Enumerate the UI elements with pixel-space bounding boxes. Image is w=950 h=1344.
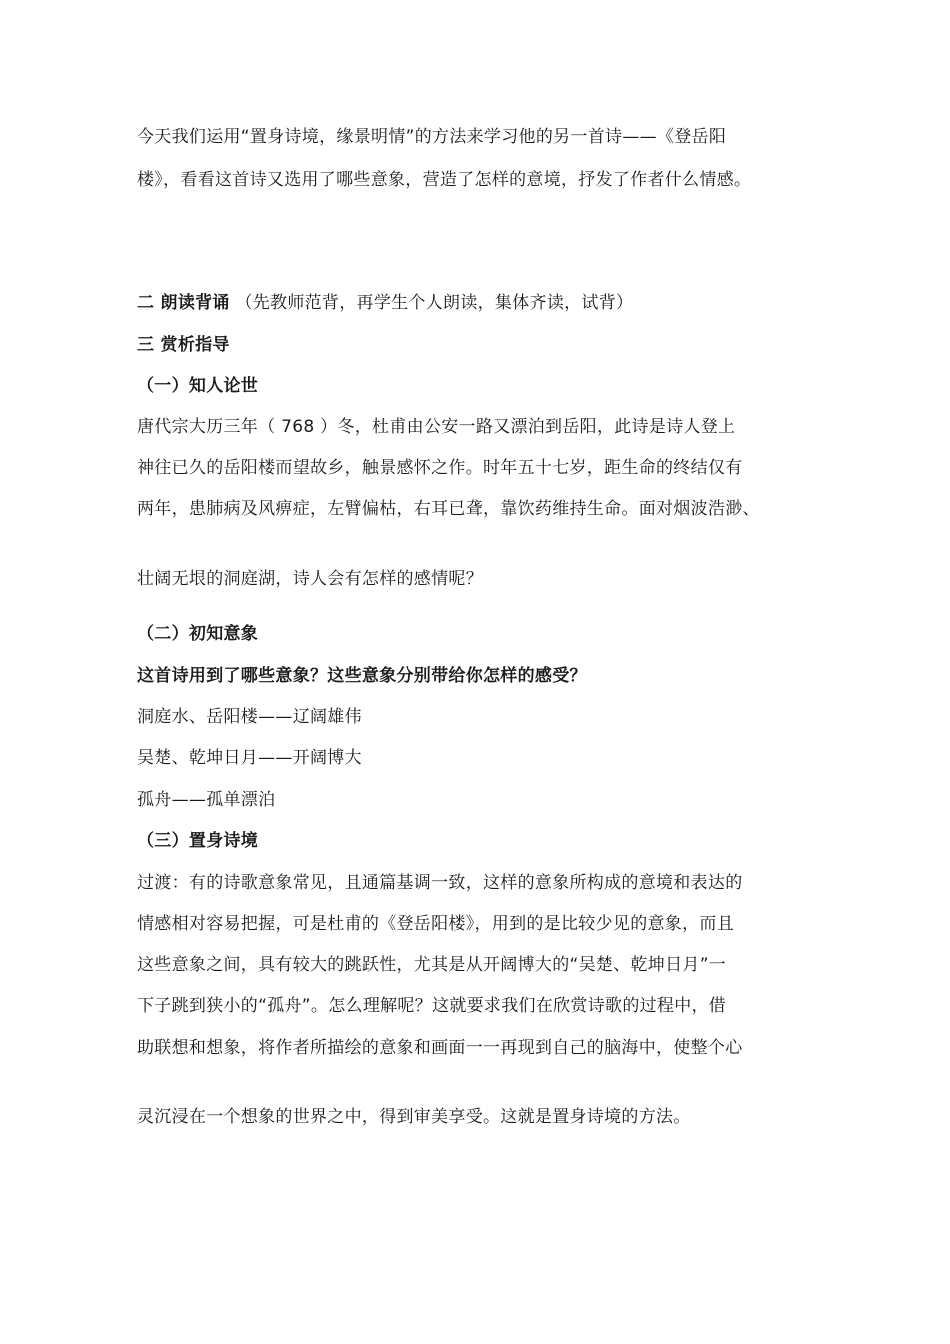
immersion-paragraph-line: 下子跳到狭小的“孤舟”。怎么理解呢？这就要求我们在欣赏诗歌的过程中，借 <box>137 996 727 1016</box>
imagery-item: 洞庭水、岳阳楼——辽阔雄伟 <box>137 707 362 727</box>
immersion-paragraph-line: 灵沉浸在一个想象的世界之中，得到审美享受。这就是置身诗境的方法。 <box>137 1107 691 1127</box>
immersion-paragraph-line: 助联想和想象，将作者所描绘的意象和画面一一再现到自己的脑海中，使整个心 <box>137 1038 743 1058</box>
intro-paragraph-line: 楼》，看看这首诗又选用了哪些意象，营造了怎样的意境，抒发了作者什么情感。 <box>137 170 752 190</box>
background-paragraph-line: 两年，患肺病及风痹症，左臂偏枯，右耳已聋，靠饮药维持生命。面对烟波浩渺、 <box>137 499 760 519</box>
immersion-paragraph-line: 过渡：有的诗歌意象常见，且通篇基调一致，这样的意象所构成的意境和表达的 <box>137 873 743 893</box>
background-paragraph-line: 神往已久的岳阳楼而望故乡，触景感怀之作。时年五十七岁，距生命的终结仅有 <box>137 458 743 478</box>
subsection-heading-imagery: （二）初知意象 <box>137 624 259 644</box>
section-heading-reading <box>137 292 633 314</box>
imagery-question: 这首诗用到了哪些意象？这些意象分别带给你怎样的感受？ <box>137 666 587 686</box>
imagery-item: 吴楚、乾坤日月——开阔博大 <box>137 748 362 768</box>
section-note: （先教师范背，再学生个人朗读，集体齐读，试背） <box>235 293 634 313</box>
subsection-heading-background: （一）知人论世 <box>137 376 259 396</box>
background-paragraph-line: 壮阔无垠的洞庭湖，诗人会有怎样的感情呢？ <box>137 569 483 589</box>
imagery-item: 孤舟——孤单漂泊 <box>137 790 276 810</box>
subsection-heading-immersion: （三）置身诗境 <box>137 831 259 851</box>
section-heading-appreciation: 三 赏析指导 <box>137 335 230 355</box>
immersion-paragraph-line: 这些意象之间，具有较大的跳跃性，尤其是从开阔博大的“吴楚、乾坤日月”一 <box>137 955 727 975</box>
intro-paragraph-line: 今天我们运用“置身诗境，缘景明情”的方法来学习他的另一首诗——《登岳阳 <box>137 127 727 147</box>
section-title: 二 朗读背诵 <box>137 293 230 313</box>
background-paragraph-line: 唐代宗大历三年（ 768 ）冬，杜甫由公安一路又漂泊到岳阳，此诗是诗人登上 <box>137 417 736 437</box>
immersion-paragraph-line: 情感相对容易把握，可是杜甫的《登岳阳楼》，用到的是比较少见的意象，而且 <box>137 914 734 934</box>
